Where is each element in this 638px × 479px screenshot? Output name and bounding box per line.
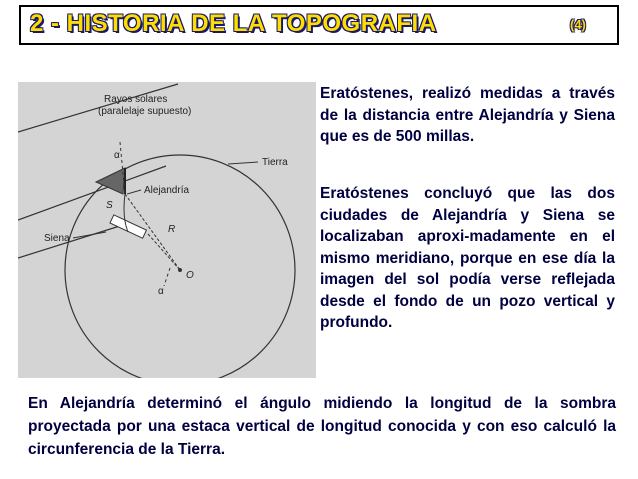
vertical-center: [164, 268, 170, 286]
label-o: O: [186, 270, 194, 281]
label-parallel: (paralelaje supuesto): [98, 106, 192, 117]
label-rays: Rayos solares: [104, 94, 168, 105]
center-point: [178, 268, 182, 272]
alejandria-pointer: [127, 190, 141, 194]
page-title: 2 - HISTORIA DE LA TOPOGRAFIA: [30, 10, 437, 37]
radius-siena: [148, 234, 180, 270]
label-alpha-2: α: [158, 286, 164, 297]
label-alejandria: Alejandría: [144, 185, 190, 196]
paragraph-meridian: Eratóstenes concluyó que las dos ciudades de Alejandría y Siena se localizaban aproxi-madamente en el mismo meridiano, porque en ese día la imagen del sol podía verse reflejada desde el fondo de un pozo vertical y profundo.: [320, 185, 615, 331]
tierra-pointer: [228, 162, 258, 164]
label-earth: Tierra: [262, 157, 288, 168]
paragraph-distance: Eratóstenes, realizó medidas a través de la distancia entre Alejandría y Siena que es de 500 millas.: [320, 85, 615, 145]
label-siena: Siena: [44, 233, 70, 244]
siena-pointer: [73, 232, 106, 238]
page-number: (4): [570, 17, 586, 32]
well: [110, 215, 146, 238]
label-s: S: [106, 200, 113, 211]
eratosthenes-diagram: [18, 82, 316, 378]
label-r: R: [168, 224, 176, 235]
sun-ray-3: [18, 225, 123, 258]
diagram-svg: [18, 82, 316, 378]
paragraph-shadow: En Alejandría determinó el ángulo midiendo la longitud de la sombra proyectada por una estaca vertical de longitud conocida y con eso calculó la circunferencia de la Tierra.: [28, 395, 616, 458]
label-alpha-1: α: [114, 150, 120, 161]
